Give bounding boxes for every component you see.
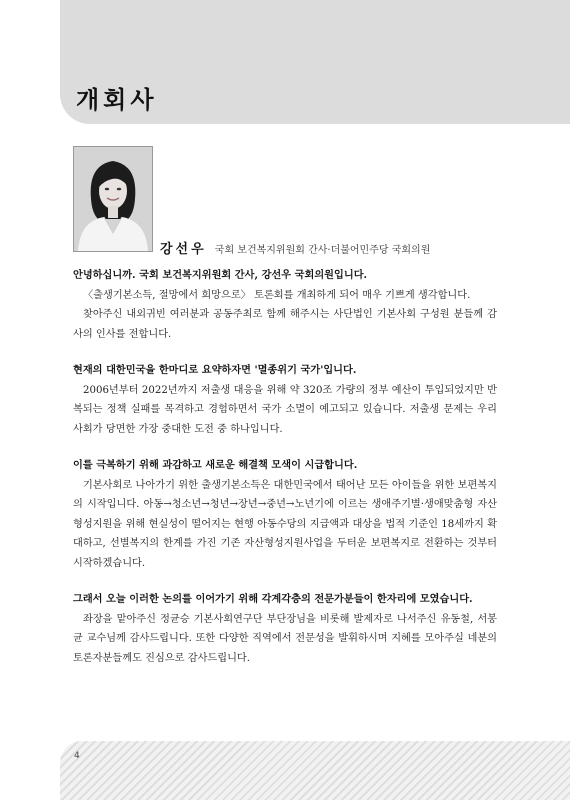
- section-lead: 그래서 오늘 이러한 논의를 이어가기 위해 각계각층의 전문가분들이 한자리에 모였습니다.: [73, 593, 473, 605]
- author-name: 강선우: [160, 242, 207, 257]
- author-line: [160, 238, 430, 257]
- section-lead: 현재의 대한민국을 한마디로 요약하자면 '멸종위기 국가'입니다.: [73, 364, 357, 376]
- page-title: 개회사: [76, 86, 158, 114]
- opening-address-body: [73, 266, 497, 685]
- section-greeting: [73, 266, 497, 344]
- footer-band: [60, 741, 570, 800]
- portrait-photo-icon: [74, 147, 152, 251]
- section-thanks: [73, 590, 497, 668]
- section-solution: [73, 456, 497, 573]
- paragraph: 기본사회로 나아가기 위한 출생기본소득은 대한민국에서 태어난 모든 아이들을 위한 보편복지의 시작입니다. 아동→청소년→청년→장년→중년→노년기에 이르는 생애주기별·생애맞춤형 자산형성지원을 위해 현실성이 떨어지는 현행 아동수당의 지급액과 대상을 법적 기준인 18세까지 확대하고, 선별복지의 한계를 가진 기존 자산형성지원사업을 두터운 보편복지로 전환하는 것부터 시작하겠습니다.: [73, 479, 497, 569]
- paragraph: 좌장을 맡아주신 정균승 기본사회연구단 부단장님을 비롯해 발제자로 나서주신 유동철, 서봉균 교수님께 감사드립니다. 또한 다양한 직역에서 전문성을 발휘하시며 지혜를 모아주실 네분의 토론자분들께도 진심으로 감사드립니다.: [73, 613, 497, 664]
- section-lead: 안녕하십니까. 국회 보건복지위원회 간사, 강선우 국회의원입니다.: [73, 269, 368, 281]
- paragraph: 〈출생기본소득, 절망에서 희망으로〉 토론회를 개최하게 되어 매우 기쁘게 생각합니다.: [83, 289, 471, 301]
- author-portrait: [73, 146, 153, 252]
- paragraph: 찾아주신 내외귀빈 여러분과 공동주최로 함께 해주시는 사단법인 기본사회 구성원 분들께 감사의 인사를 전합니다.: [73, 309, 497, 340]
- section-lead: 이를 극복하기 위해 과감하고 새로운 해결책 모색이 시급합니다.: [73, 459, 358, 471]
- section-crisis: [73, 361, 497, 439]
- page-number: 4: [74, 751, 80, 761]
- author-title: 국회 보건복지위원회 간사·더불어민주당 국회의원: [214, 245, 431, 256]
- paragraph: 2006년부터 2022년까지 저출생 대응을 위해 약 320조 가량의 정부 예산이 투입되었지만 반복되는 정책 실패를 목격하고 경험하면서 국가 소멸이 예고되고 있습니다. 저출생 문제는 우리 사회가 당면한 가장 중대한 도전 중 하나입니다.: [73, 384, 497, 435]
